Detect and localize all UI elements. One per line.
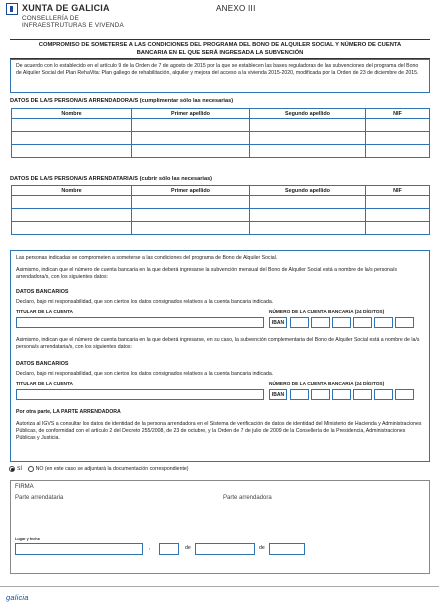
landlords-col-nif: NIF <box>366 109 430 119</box>
table-row <box>12 119 430 132</box>
iban2-box: IBAN <box>269 389 287 400</box>
landlord-2-nif-cell[interactable] <box>366 132 430 145</box>
landlord-2-surname1-cell[interactable] <box>132 132 250 145</box>
day-input[interactable] <box>159 543 179 555</box>
logo-title: XUNTA DE GALICIA <box>22 3 110 13</box>
table-row <box>12 196 430 209</box>
account1-digit-box[interactable] <box>332 317 351 328</box>
account2-digit-box[interactable] <box>332 389 351 400</box>
account1-digit-box[interactable] <box>374 317 393 328</box>
landlords-col-name: Nombre <box>12 109 132 119</box>
authorization-paragraph: Autoriza al IGVS a consultar los datos de identidad de la persona arrendadora en el Sistema de verificación de datos de identidad del Ministerio de Hacienda y Administraciones Públicas, de conformidad con el artículo 2 del Decreto 255/2008, de 23 de octubre, y la Orden de 7 de julio de 2009 de la Consellería de la Presidencia, Administraciones Públicas y Justicia. <box>16 421 422 441</box>
logo-subtitle-1: CONSELLERÍA DE <box>22 15 80 22</box>
signature-title: FIRMA <box>15 484 34 490</box>
holder2-label: TITULAR DE LA CUENTA <box>16 382 74 387</box>
radio-checked-icon[interactable] <box>9 466 15 472</box>
consent-no-label: NO (en este caso se adjuntará la documentación correspondiente) <box>35 466 189 473</box>
account2-digit-box[interactable] <box>290 389 309 400</box>
tenants-header-row <box>12 186 430 196</box>
date-sep-2: de <box>259 545 265 551</box>
bank1-declaration: Declaro, bajo mi responsabilidad, que son ciertos los datos consignados relativos a la cuenta bancaria indicada. <box>16 299 274 305</box>
landlord-1-name-cell[interactable] <box>12 119 132 132</box>
landlord-1-surname2-cell[interactable] <box>250 119 366 132</box>
landlords-table <box>11 108 430 158</box>
account1-digit-box[interactable] <box>353 317 372 328</box>
month-input[interactable] <box>195 543 255 555</box>
account2-digit-box[interactable] <box>311 389 330 400</box>
account1-digit-box[interactable] <box>290 317 309 328</box>
holder1-label: TITULAR DE LA CUENTA <box>16 310 74 315</box>
commitment-panel <box>10 250 430 462</box>
year-input[interactable] <box>269 543 305 555</box>
tenant-2-name-cell[interactable] <box>12 209 132 222</box>
title-top-rule <box>10 39 430 40</box>
tenant-signature-label: Parte arrendataria <box>15 495 64 501</box>
tenant-1-surname1-cell[interactable] <box>132 196 250 209</box>
landlord-3-surname1-cell[interactable] <box>132 145 250 158</box>
document-title <box>10 41 430 57</box>
account1-digit-box[interactable] <box>395 317 414 328</box>
consent-no-option[interactable] <box>28 466 189 472</box>
landlord-2-surname2-cell[interactable] <box>250 132 366 145</box>
tenants-table <box>11 185 430 235</box>
tenant-2-surname1-cell[interactable] <box>132 209 250 222</box>
document-title-line-2: BANCARIA EN EL QUE SERÁ INGRESADA LA SUBVENCIÓN <box>136 50 304 56</box>
xunta-logo <box>6 3 136 37</box>
holder1-input[interactable] <box>16 317 264 328</box>
xunta-emblem-icon <box>6 3 18 15</box>
account2-label: NÚMERO DE LA CUENTA BANCARIA (24 DÍGITOS) <box>269 382 385 387</box>
landlord-2-name-cell[interactable] <box>12 132 132 145</box>
landlords-col-surname2: Segundo apellido <box>250 109 366 119</box>
intro-panel <box>10 59 430 93</box>
logo-subtitle-2: INFRAESTRUTURAS E VIVENDA <box>22 22 124 29</box>
date-sep-1: de <box>185 545 191 551</box>
tenants-col-surname1: Primer apellido <box>132 186 250 196</box>
account1-label: NÚMERO DE LA CUENTA BANCARIA (24 DÍGITOS) <box>269 310 385 315</box>
tenant-3-nif-cell[interactable] <box>366 222 430 235</box>
holder2-input[interactable] <box>16 389 264 400</box>
tenant-2-nif-cell[interactable] <box>366 209 430 222</box>
landlord-3-surname2-cell[interactable] <box>250 145 366 158</box>
bank2-label: DATOS BANCARIOS <box>16 361 69 367</box>
bank2-declaration: Declaro, bajo mi responsabilidad, que son ciertos los datos consignados relativos a la cuenta bancaria indicada. <box>16 371 274 377</box>
place-comma: , <box>149 545 151 551</box>
landlord-3-name-cell[interactable] <box>12 145 132 158</box>
landlord-1-surname1-cell[interactable] <box>132 119 250 132</box>
bank1-label: DATOS BANCARIOS <box>16 289 69 295</box>
iban1-box: IBAN <box>269 317 287 328</box>
tenant-3-surname1-cell[interactable] <box>132 222 250 235</box>
table-row <box>12 132 430 145</box>
tenants-section-label: DATOS DE LA/S PERSONA/S ARRENDATARIA/S (cubrir sólo las necesarias) <box>10 176 213 182</box>
tenants-col-name: Nombre <box>12 186 132 196</box>
landlords-col-surname1: Primer apellido <box>132 109 250 119</box>
galicia-footer-logo: galicia <box>6 593 29 602</box>
tenant-1-surname2-cell[interactable] <box>250 196 366 209</box>
tenant-1-nif-cell[interactable] <box>366 196 430 209</box>
tenant-3-name-cell[interactable] <box>12 222 132 235</box>
account1-digit-box[interactable] <box>311 317 330 328</box>
annex-label: ANEXO III <box>216 4 256 13</box>
landlord-signature-label: Parte arrendadora <box>223 495 272 501</box>
signature-panel <box>10 480 430 574</box>
landlord-3-nif-cell[interactable] <box>366 145 430 158</box>
landlord-account-paragraph: Asimismo, indican que el número de cuenta bancaria en la que deberá ingresarse la subvención mensual del Bono de Alquiler Social está a nombre de la/s persona/s arrendadora/s, con los siguientes datos: <box>16 267 397 280</box>
table-row <box>12 209 430 222</box>
footer-divider <box>0 586 439 587</box>
table-row <box>12 222 430 235</box>
account2-digit-box[interactable] <box>353 389 372 400</box>
landlords-section-label: DATOS DE LA/S PERSONA/S ARRENDADORA/S (cumplimentar sólo las necesarias) <box>10 98 234 104</box>
account2-digit-box[interactable] <box>395 389 414 400</box>
tenant-2-surname2-cell[interactable] <box>250 209 366 222</box>
landlord-part-paragraph: Por otra parte, LA PARTE ARRENDADORA <box>16 409 121 415</box>
account2-digit-box[interactable] <box>374 389 393 400</box>
tenants-col-nif: NIF <box>366 186 430 196</box>
intro-text: De acuerdo con lo establecido en el artículo 9 de la Orden de 7 de agosto de 2015 por la que se establecen las bases reguladoras de las subvenciones del programa del Bono de Alquiler Social del Plan RehaVita: Plan gallego de rehabilitación, alquiler y mejora del acceso a la vivienda 2015-2020, modificada por la Orden de 23 de diciembre de 2015. <box>16 63 419 76</box>
commitment-paragraph: Las personas indicadas se comprometen a someterse a las condiciones del programa de Bono de Alquiler Social. <box>16 255 278 261</box>
place-date-label: Lugar y fecha <box>15 537 40 541</box>
consent-yes-option[interactable] <box>9 466 22 472</box>
radio-unchecked-icon[interactable] <box>28 466 34 472</box>
tenant-1-name-cell[interactable] <box>12 196 132 209</box>
landlord-1-nif-cell[interactable] <box>366 119 430 132</box>
document-title-line-1: COMPROMISO DE SOMETERSE A LAS CONDICIONES DEL PROGRAMA DEL BONO DE ALQUILER SOCIAL Y NÚMERO DE CUENTA <box>38 42 402 48</box>
consent-radio-group <box>9 466 189 472</box>
landlords-header-row <box>12 109 430 119</box>
table-row <box>12 145 430 158</box>
consent-yes-label: SÍ <box>17 466 22 473</box>
tenant-3-surname2-cell[interactable] <box>250 222 366 235</box>
tenant-account-paragraph: Asimismo, indican que el número de cuenta bancaria en la que deberá ingresarse, en su caso, la subvención complementaria del Bono de Alquiler Social está a nombre de la/s persona/s arrendataria/s, con los siguientes datos: <box>16 337 420 350</box>
tenants-col-surname2: Segundo apellido <box>250 186 366 196</box>
place-input[interactable] <box>15 543 143 555</box>
